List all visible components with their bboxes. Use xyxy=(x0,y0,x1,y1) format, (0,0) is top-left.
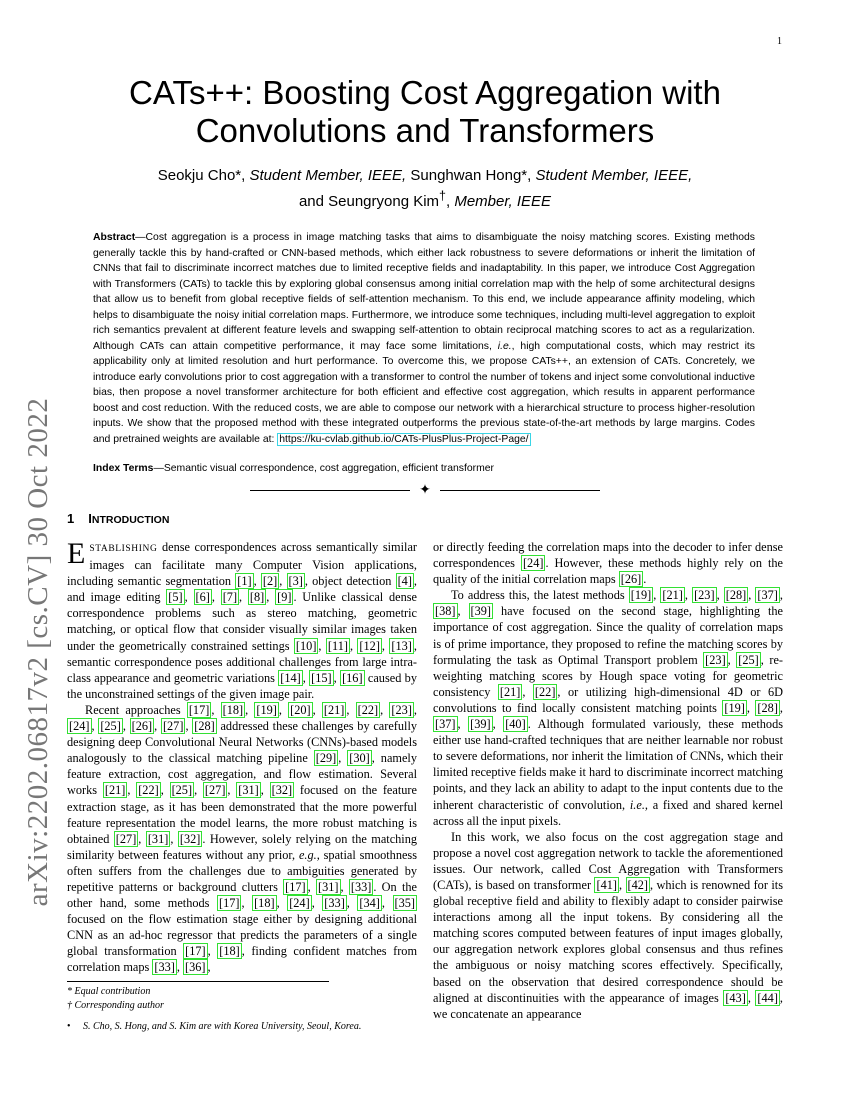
corresponding-mark: † xyxy=(439,189,446,203)
citation-link[interactable]: [12] xyxy=(359,638,380,653)
author-list xyxy=(100,166,750,212)
citation-link[interactable]: [11] xyxy=(327,638,348,653)
body-column-left xyxy=(67,539,417,976)
footnotes xyxy=(67,985,427,1034)
citation-link[interactable]: [16] xyxy=(342,670,363,685)
citation-link[interactable]: [23] xyxy=(705,652,726,667)
citation-link[interactable]: [10] xyxy=(295,638,317,653)
citation-link[interactable]: [31] xyxy=(147,831,169,846)
citation-link[interactable]: [34] xyxy=(359,896,380,911)
citation-link[interactable]: [1] xyxy=(237,574,252,589)
citation-link[interactable]: [19] xyxy=(724,700,745,715)
paragraph: ESTABLISHING dense correspondences across semantically similar images can facilitate many Computer Vision applications, including semantic segmentation [1] , [2] , [3] , object detection [4] , and image editing [5] , [6] , [7] , [8] , [9] . Unlike classical dense correspondence problems such as stereo matching, geometric matching, or optical flow that consider visually similar images taken under the geometrically constrained settings [10] , [11] , [12] , [13] , semantic correspondence poses additional challenges from large intra-class appearance and geometric variations [14] , [15] , [16] caused by the unconstrained settings of the given image pair. xyxy=(67,537,417,701)
citation-link[interactable]: [3] xyxy=(288,574,303,589)
citation-link[interactable]: [7] xyxy=(222,590,238,605)
project-page-link[interactable]: https://ku-cvlab.github.io/CATs-PlusPlus-Project-Page/ xyxy=(279,433,529,445)
citation-link[interactable]: [29] xyxy=(315,751,337,766)
citation-link[interactable]: [25] xyxy=(738,652,759,667)
italic-text: e.g., xyxy=(298,847,320,862)
citation-link[interactable]: [33] xyxy=(324,896,345,911)
citation-link[interactable]: [9] xyxy=(277,590,292,605)
citation-link[interactable]: [21] xyxy=(104,783,126,798)
citation-link[interactable]: [25] xyxy=(171,783,193,798)
divider-diamond-icon: ✦ xyxy=(419,482,431,498)
citation-link[interactable]: [15] xyxy=(311,670,332,685)
citation-link[interactable]: [28] xyxy=(194,719,215,734)
citation-link[interactable]: [8] xyxy=(249,590,265,605)
abstract-label: Abstract xyxy=(93,232,136,243)
body-column-right xyxy=(433,539,783,1022)
index-terms-text: —Semantic visual correspondence, cost aggregation, efficient transformer xyxy=(153,463,495,474)
citation-link[interactable]: [24] xyxy=(69,719,90,734)
citation-link[interactable]: [27] xyxy=(204,783,226,798)
page-number: 1 xyxy=(777,36,782,47)
citation-link[interactable]: [21] xyxy=(499,684,521,699)
author-2-role: Student Member, IEEE, xyxy=(535,167,693,184)
abstract-text-2: , high computational costs, which may restrict its applicability only at limited resolution and hurt performance. To overcome this, we propose CATs++, an extension of CATs. Concretely, we introduce early convolutions prior to cost aggregation with a transformer to control the number of tokens and inject some convolutional inductive bias, then propose a novel transformer architecture for both efficient and effective cost aggregation, which results in apparent performance boost and cost reduction. With the reduced costs, we are able to compose our network with a hierarchical structure to process higher-resolution inputs. We show that the proposed method with these integrated outperforms the previous state-of-the-art methods by large margins. Codes and pretrained weights are available at: xyxy=(93,340,755,445)
citation-link[interactable]: [27] xyxy=(115,831,137,846)
section-divider xyxy=(250,482,600,498)
citation-link[interactable]: [37] xyxy=(757,588,778,603)
citation-link[interactable]: [19] xyxy=(256,702,277,717)
citation-link[interactable]: [23] xyxy=(391,702,412,717)
citation-link[interactable]: [38] xyxy=(435,604,456,619)
paragraph: In this work, we also focus on the cost aggregation stage and propose a novel cost aggregation network to tackle the aforementioned issues. Our network, called Cost Aggregation with Transformers (CATs), is based on transformer [41] , [42] , which is renowned for its global receptive field and ability to flexibly adapt to consider pairwise interactions among all the input tokens. By considering all the matching scores computed between features of input images globally, our aggregation network explores global consensus and thus refines the ambiguous or noisy matching scores effectively. Specifically, based on the observation that desired correspondence should be aligned at discontinuities with the appearance of images [43] , [44] , we concatenate an appearance xyxy=(433,829,783,1021)
footnote-rule xyxy=(67,981,329,982)
citation-link[interactable]: [31] xyxy=(318,879,339,894)
paragraph: To address this, the latest methods [19] , [21] , [23] , [28] , [37] , [38] , [39] have focused on the second stage, highlighting the importance of cost aggregation. Since the quality of correlation maps is of prime importance, they proposed to refine the matching scores by formulating the task as Optimal Transport problem [23] , [25] , re-weighting matching scores by Hough space voting for geometric consistency [21] , [22] , or utilizing high-dimensional 4D or 6D convolutions to find locally consistent matching points [19] , [28] , [37] , [39] , [40] . Although formulated variously, these methods either use hand-crafted techniques that are neither learnable nor robust to severe deformations, nor inherit the limitation of CNNs, which their limited receptive fields make it hard to discriminate incorrect matching points, and they lack an ability to adapt to the input contents due to the inherent characteristic of convolution, i.e., a fixed and shared kernel across all the input pixels. xyxy=(433,588,784,828)
citation-link[interactable]: [40] xyxy=(505,717,526,732)
author-3-sep: , xyxy=(446,193,451,210)
section-heading-introduction xyxy=(67,511,169,526)
footnote-equal-contribution: * Equal contribution xyxy=(67,986,151,997)
index-terms-label: Index Terms xyxy=(93,463,154,474)
section-title-rest: NTRODUCTION xyxy=(91,514,170,526)
divider-line-left xyxy=(250,490,410,491)
author-1-name: Seokju Cho*, xyxy=(157,167,246,184)
author-3-name: and Seungryong Kim xyxy=(298,193,440,210)
citation-link[interactable]: [28] xyxy=(725,588,747,603)
title-line-1: CATs++: Boosting Cost Aggregation with xyxy=(129,74,721,111)
footnote-affiliation xyxy=(67,1020,427,1034)
citation-link[interactable]: [6] xyxy=(195,590,210,605)
citation-link[interactable]: [22] xyxy=(357,702,379,717)
citation-link[interactable]: [24] xyxy=(522,556,544,571)
smallcaps-lead: STABLISHING xyxy=(89,544,158,554)
paragraph: Recent approaches [17] , [18] , [19] , [20] , [21] , [22] , [23] , [24] , [25] , [26] , [27] , [28] addressed these challenges by carefully designing deep Convolutional Neural Networks (CNNs)-based models analogously to the classical matching pipeline [29] , [30] , namely feature extraction, cost aggregation, and flow estimation. Several works [21] , [22] , [25] , [27] , [31] , [32] focused on the feature extraction stage, as it has been demonstrated that the more powerful feature representation the model learns, the more robust matching is obtained [27] , [31] , [32] . However, solely relying on the matching similarity between features without any prior, e.g., spatial smoothness often suffers from the challenges due to ambiguities generated by repetitive patterns or background clutters [17] , [31] , [33] . On the other hand, some methods [17] , [18] , [24] , [33] , [34] , [35] focused on the flow estimation stage either by designing additional CNN as an ad-hoc regressor that predicts the parameters of a single global transformation [17] , [18] , finding confident matches from correlation maps [33] , [36] , xyxy=(67,702,418,975)
citation-link[interactable]: [17] xyxy=(285,879,306,894)
citation-link[interactable]: [24] xyxy=(289,896,310,911)
citation-link[interactable]: [17] xyxy=(185,944,206,959)
citation-link[interactable]: [36] xyxy=(185,960,206,975)
citation-link[interactable]: [28] xyxy=(757,700,778,715)
section-number: 1 xyxy=(67,511,75,526)
citation-link[interactable]: [26] xyxy=(620,572,642,587)
affiliation-text: S. Cho, S. Hong, and S. Kim are with Korea University, Seoul, Korea. xyxy=(83,1021,362,1032)
citation-link[interactable]: [18] xyxy=(254,896,275,911)
citation-link[interactable]: [13] xyxy=(391,638,412,653)
citation-link[interactable]: [33] xyxy=(350,879,372,894)
citation-link[interactable]: [21] xyxy=(323,702,345,717)
author-1-role: Student Member, IEEE, xyxy=(249,167,407,184)
divider-line-right xyxy=(440,490,600,491)
citation-link[interactable]: [32] xyxy=(179,831,201,846)
paragraph: or directly feeding the correlation maps into the decoder to infer dense correspondences [24] . However, these methods highly rely on the quality of the initial correlation maps [26] . xyxy=(433,540,784,587)
citation-link[interactable]: [19] xyxy=(630,588,652,603)
citation-link[interactable]: [32] xyxy=(271,783,293,798)
citation-link[interactable]: [22] xyxy=(138,783,159,798)
citation-link[interactable]: [20] xyxy=(290,702,311,717)
section-initial: I xyxy=(88,511,92,526)
citation-link[interactable]: [44] xyxy=(757,990,778,1005)
citation-link[interactable]: [5] xyxy=(168,590,183,605)
citation-link[interactable]: [39] xyxy=(470,717,491,732)
abstract-text: —Cost aggregation is a process in image matching tasks that aims to disambiguate the noisy matching scores. Existing methods generally tackle this by hand-crafted or CNN-based methods, which either lack robustness to severe deformations or inherit the limitation of CNNs that fail to discriminate incorrect matches due to limited receptive fields and inadaptability. In this paper, we introduce Cost Aggregation with Transformers (CATs) to tackle this by exploring global consensus among initial correlation map with the help of some architectural designs that allow us to benefit from global receptive fields of self-attention mechanism. To this end, we include appearance affinity modeling, which helps to disambiguate the noisy initial correlation maps. Furthermore, we introduce some techniques, including multi-level aggregation to exploit rich semantics prevalent at different feature levels and swapping self-attention to obtain reciprocal matching scores to act as a regularization. Although CATs can attain competitive performance, it may face some limitations, xyxy=(93,232,755,352)
citation-link[interactable]: [17] xyxy=(188,702,210,717)
citation-link[interactable]: [37] xyxy=(435,717,456,732)
citation-link[interactable]: [4] xyxy=(397,574,412,589)
citation-link[interactable]: [30] xyxy=(349,751,370,766)
citation-link[interactable]: [14] xyxy=(280,670,301,685)
italic-text: i.e., xyxy=(629,797,648,812)
citation-link[interactable]: [2] xyxy=(262,574,278,589)
author-3-role: Member, IEEE xyxy=(454,193,552,210)
citation-link[interactable]: [41] xyxy=(596,877,617,892)
dropcap: E xyxy=(67,537,86,570)
citation-link[interactable]: [33] xyxy=(154,960,175,975)
citation-link[interactable]: [43] xyxy=(725,990,746,1005)
author-2-name: Sunghwan Hong*, xyxy=(410,167,532,184)
arxiv-stamp: arXiv:2202.06817v2 [cs.CV] 30 Oct 2022 xyxy=(22,397,54,907)
citation-link[interactable]: [21] xyxy=(662,588,683,603)
citation-link[interactable]: [35] xyxy=(394,896,416,911)
index-terms xyxy=(93,461,755,476)
bullet-icon: • xyxy=(67,1021,71,1032)
citation-link[interactable]: [26] xyxy=(131,719,153,734)
citation-link[interactable]: [18] xyxy=(219,944,240,959)
citation-link[interactable]: [39] xyxy=(470,604,492,619)
citation-link[interactable]: [42] xyxy=(627,877,648,892)
citation-link[interactable]: [31] xyxy=(238,783,259,798)
citation-link[interactable]: [27] xyxy=(162,719,184,734)
citation-link[interactable]: [22] xyxy=(534,684,556,699)
abstract-ie: i.e. xyxy=(497,340,512,352)
footnote-corresponding-author: † Corresponding author xyxy=(67,999,164,1011)
citation-link[interactable]: [23] xyxy=(694,588,715,603)
citation-link[interactable]: [17] xyxy=(218,896,240,911)
paper-title xyxy=(100,74,750,150)
citation-link[interactable]: [25] xyxy=(100,719,121,734)
abstract xyxy=(93,230,755,447)
citation-link[interactable]: [18] xyxy=(222,702,244,717)
title-line-2: Convolutions and Transformers xyxy=(195,112,655,149)
